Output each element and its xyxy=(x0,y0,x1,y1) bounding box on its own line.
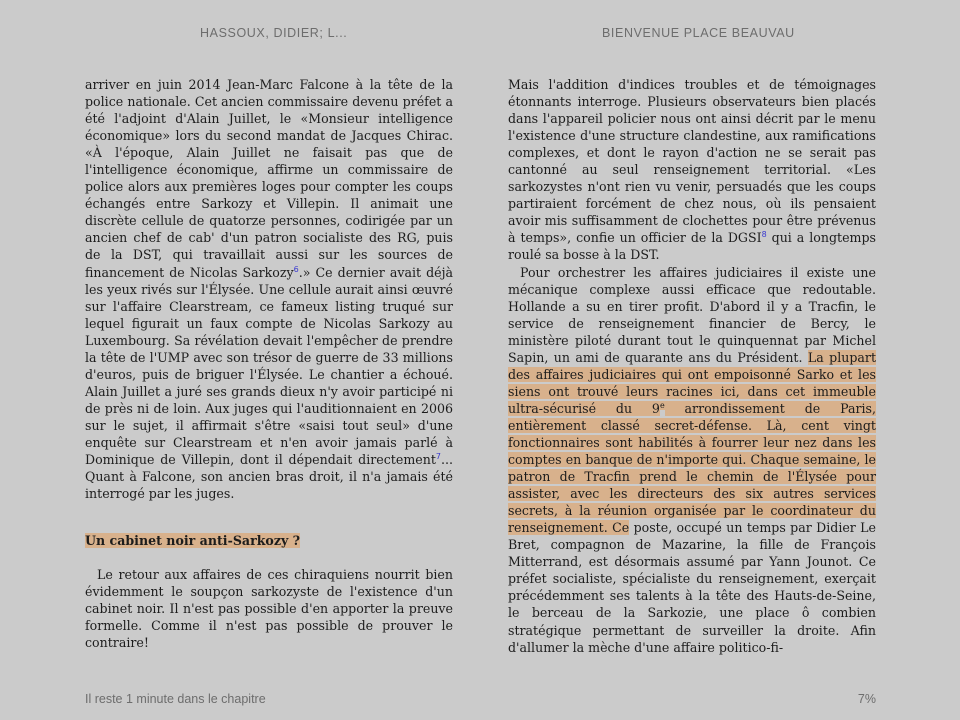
section-heading[interactable]: Un cabinet noir anti-Sarkozy ? xyxy=(85,533,301,549)
text-segment: .» Ce dernier avait déjà les yeux rivés sur l'Élysée. Une cellule aurait ainsi œuvré sur l'affaire Clearstream, ce fameux listing truqué sur lequel figurait un faux compte de Nicolas Sarkozy au Luxembourg. Sa révélation devait l'empêcher de prendre la tête de l'UMP avec son trésor de guerre de 33 millions d'euros, puis de briguer l'Élysée. Le chantier a échoué. Alain Juillet a juré ses grands dieux n'y avoir participé ni de près ni de loin. Aux juges qui l'auditionnaient en 2006 sur le sujet, il affirmait s'être «saisi tout seul» d'une enquête sur Clearstream et n'en avoir jamais parlé à Dominique de Villepin, dont il dépendait directement xyxy=(85,264,454,468)
text-segment: ... Quant à Falcone, son ancien bras droit, il n'a jamais été interrogé par les juges. xyxy=(85,452,453,502)
footnote-link-7[interactable]: 7 xyxy=(435,451,441,461)
right-paragraph-2 xyxy=(508,264,876,656)
highlighted-passage[interactable]: La plupart des affaires judiciaires qui ont empoisonné Sarko et les siens ont trouvé leurs racines ici, dans cet immeuble ultra-sécurisé du 9 xyxy=(508,349,877,416)
left-paragraph-2: Le retour aux affaires de ces chiraquiens nourrit bien évidemment le soupçon sarkozyste de l'existence d'un cabinet noir. Il n'est pas possible d'en apporter la preuve formelle. Comme il n'est pas possible de prouver le contraire! xyxy=(85,567,453,651)
header-book-author: HASSOUX, DIDIER; L... xyxy=(200,26,348,40)
text-segment: Mais l'addition d'indices troubles et de témoignages étonnants interroge. Plusieurs observateurs bien placés dans l'appareil policier nous ont ainsi décrit par le menu l'existence d'une structure clandestine, aux ramifications complexes, et dont le rayon d'action ne se serait pas cantonné au seul renseignement territorial. «Les sarkozystes n'ont rien vu venir, persuadés que les coups partiraient forcément de chez nous, où ils pensaient avoir mis suffisamment de clochettes pour être prévenus à temps», confie un officier de la DGSI xyxy=(508,77,876,246)
text-segment: arriver en juin 2014 Jean-Marc Falcone à la tête de la police nationale. Cet ancien commissaire devenu préfet a été l'adjoint d'Alain Juillet, le «Monsieur intelligence économique» lors du second mandat de Jacques Chirac. «À l'époque, Alain Juillet ne faisait pas que de l'intelligence économique, affirme un commissaire de police alors aux premières loges pour compter les coups échangés entre Sarkozy et Villepin. Il animait une discrète cellule de quatorze personnes, codirigée par un ancien chef de cab' d'un patron socialiste des RG, puis de la DST, qui travaillait aussi sur les sources de financement de Nicolas Sarkozy xyxy=(85,77,453,280)
left-page[interactable] xyxy=(85,76,453,651)
highlighted-passage-cont[interactable]: arrondissement de Paris, entièrement classé secret-défense. Là, cent vingt fonctionnaires sont habilités à fourrer leur nez dans les comptes en banque de n'importe qui. Chaque semaine, le patron de Tracfin prend le chemin de l'Élysée pour assister, avec les directeurs des six autres services secrets, à la réunion organisée par le coordinateur du renseignement. xyxy=(508,400,877,536)
text-segment: qui a longtemps roulé sa bosse à la DST. xyxy=(508,230,877,263)
right-paragraph-1 xyxy=(508,76,876,264)
highlight-superscript[interactable]: e xyxy=(659,400,665,410)
right-page[interactable] xyxy=(508,76,876,656)
footnote-link-6[interactable]: 6 xyxy=(293,264,299,274)
highlighted-passage-end[interactable]: Ce xyxy=(607,520,630,536)
chapter-time-remaining: Il reste 1 minute dans le chapitre xyxy=(85,692,266,706)
left-paragraph-1 xyxy=(85,76,453,502)
text-segment: Pour orchestrer les affaires judiciaires il existe une mécanique complexe aussi efficace que redoutable. Hollande a su en tirer profit. D'abord il y a Tracfin, le service de renseignement financier de Bercy, le ministère piloté durant tout le quinquennat par Michel Sapin, un ami de quarante ans du Président. xyxy=(508,264,876,365)
footnote-link-8[interactable]: 8 xyxy=(761,230,767,240)
text-segment: poste, occupé un temps par Didier Le Bret, compagnon de Mazarine, la fille de François Mitterrand, est désormais assumé par Yann Jounot. Ce préfet socialiste, spécialiste du renseignement, exerçait précédemment ses talents à la tête des Hauts-de-Seine, le berceau de la Sarkozie, une place ô combien stratégique permettant de surveiller la droite. Afin d'allumer la mèche d'une affaire politico-fi- xyxy=(508,520,877,655)
reading-progress: 7% xyxy=(857,692,876,706)
header-chapter-title: BIENVENUE PLACE BEAUVAU xyxy=(602,26,795,40)
section-heading-wrapper xyxy=(85,532,453,549)
